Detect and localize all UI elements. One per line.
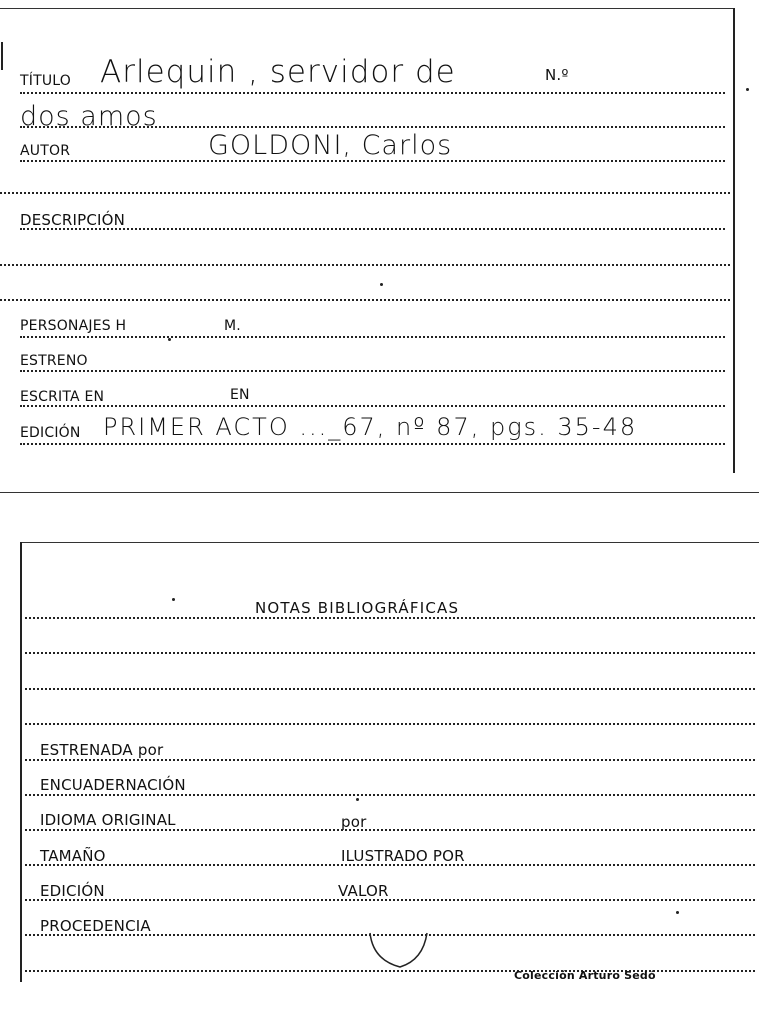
notas-line-1: [20, 617, 755, 619]
escrita-line: [20, 405, 725, 407]
titulo-label: TÍTULO: [20, 73, 71, 89]
escrita-label: ESCRITA EN: [20, 389, 105, 405]
titulo-value-line2: dos amos: [20, 101, 158, 132]
edicion-label: EDICIÓN: [20, 425, 81, 441]
speck: [172, 598, 175, 601]
card-top-border: [0, 8, 733, 9]
encuadernacion-line: [20, 794, 755, 796]
notas-heading: NOTAS BIBLIOGRÁFICAS: [255, 599, 460, 617]
titulo-line: [20, 92, 725, 94]
speck: [746, 88, 749, 91]
numero-label: N.º: [545, 66, 569, 84]
edicion2-label: EDICIÓN: [40, 882, 105, 900]
estreno-line: [20, 370, 725, 372]
personajes-line: [20, 336, 725, 338]
card-left-edge: [1, 42, 3, 70]
blank-line-3: [0, 299, 730, 301]
valor-label: VALOR: [338, 882, 389, 900]
descripcion-label: DESCRIPCIÓN: [20, 211, 126, 229]
blank-line-1: [0, 192, 730, 194]
estrenada-label: ESTRENADA por: [40, 741, 164, 759]
idioma-line: [20, 829, 755, 831]
edicion2-line: [20, 899, 755, 901]
titulo-line-2: [20, 126, 725, 128]
tamano-label: TAMAÑO: [40, 847, 106, 865]
descripcion-line: [20, 228, 725, 230]
autor-line: [20, 160, 725, 162]
notas-line-4: [20, 723, 755, 725]
speck: [356, 798, 359, 801]
ilustrado-label: ILUSTRADO POR: [341, 847, 465, 865]
idioma-por-label: por: [341, 813, 367, 831]
estrenada-line: [20, 759, 755, 761]
edicion-line: [20, 443, 725, 445]
escrita-en-label: EN: [230, 387, 250, 403]
autor-label: AUTOR: [20, 143, 71, 159]
autor-value: GOLDONI, Carlos: [208, 130, 453, 161]
card-bottom-border: [0, 492, 759, 493]
catalog-card-bottom: [0, 495, 759, 1028]
card-right-border: [733, 8, 735, 473]
card-top-border: [22, 542, 759, 543]
notas-line-2: [20, 652, 755, 654]
speck: [676, 911, 679, 914]
catalog-card-top: [0, 0, 759, 495]
blank-line-2: [0, 264, 730, 266]
idioma-label: IDIOMA ORIGINAL: [40, 811, 176, 829]
card-notch: [365, 925, 435, 975]
personajes-m-label: M.: [224, 318, 241, 334]
coleccion-footer: Colección Arturo Sedó: [514, 969, 656, 982]
notas-line-3: [20, 688, 755, 690]
titulo-value-line1: Arlequin , servidor de: [100, 54, 456, 90]
estreno-label: ESTRENO: [20, 353, 88, 369]
personajes-label: PERSONAJES H: [20, 318, 127, 334]
speck: [168, 338, 171, 341]
speck: [380, 283, 383, 286]
encuadernacion-label: ENCUADERNACIÓN: [40, 776, 186, 794]
card-left-border: [20, 542, 22, 982]
procedencia-label: PROCEDENCIA: [40, 917, 151, 935]
tamano-line: [20, 864, 755, 866]
edicion-value: PRIMER ACTO ..._67, nº 87, pgs. 35-48: [103, 413, 638, 441]
